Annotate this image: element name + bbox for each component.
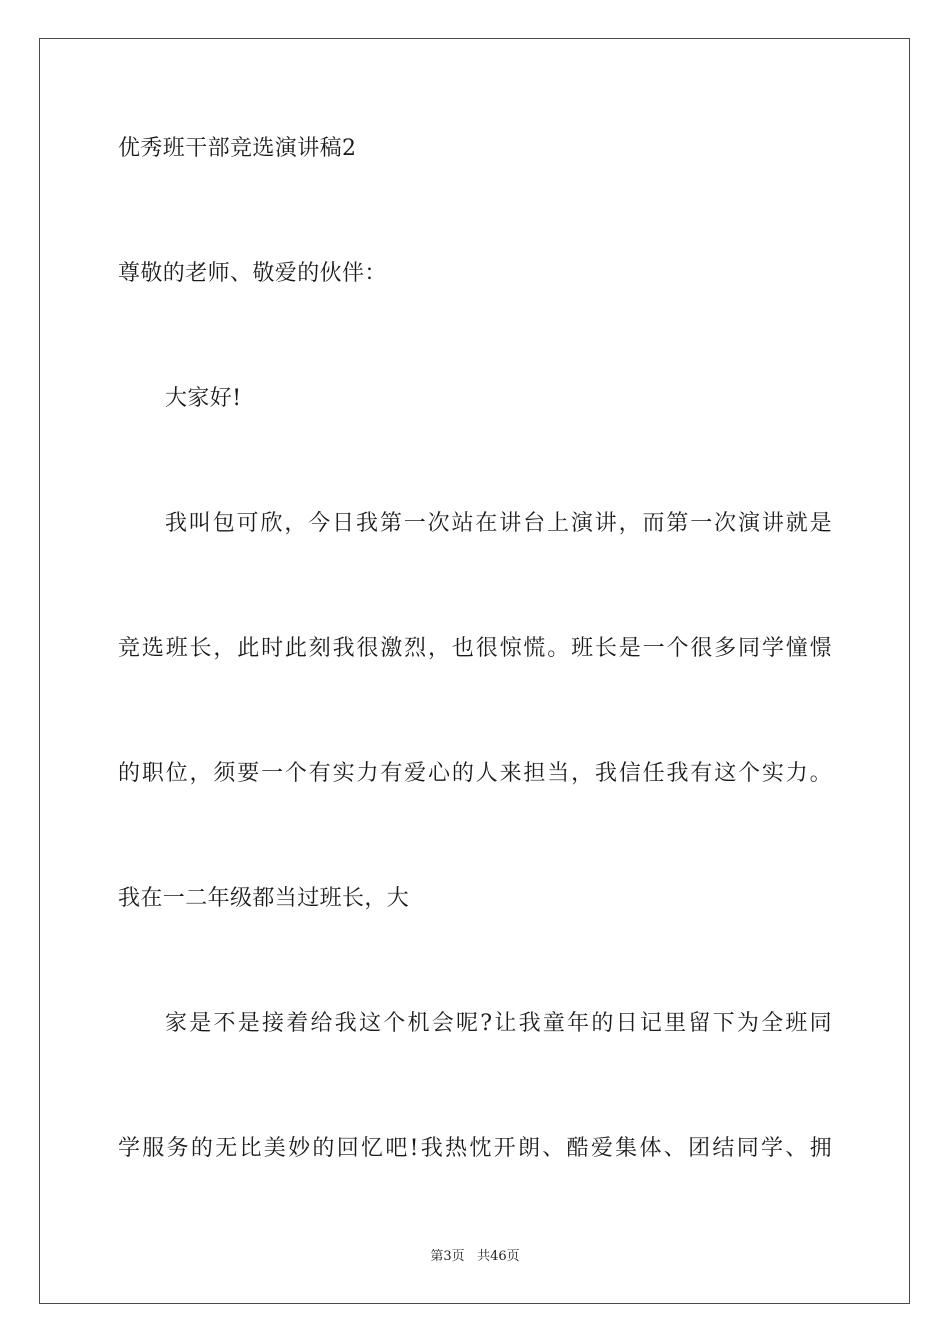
document-title: 优秀班干部竞选演讲稿2: [118, 136, 357, 161]
paragraph-line: 我在一二年级都当过班长，大: [118, 886, 410, 911]
paragraph-line: 我叫包可欣，今日我第一次站在讲台上演讲，而第一次演讲就是: [165, 511, 832, 536]
paragraph-line: 的职位，须要一个有实力有爱心的人来担当，我信任我有这个实力。: [118, 761, 832, 786]
page-footer: [0, 1248, 950, 1266]
paragraph-line: 学服务的无比美妙的回忆吧!我热忱开朗、酷爱集体、团结同学、拥: [118, 1136, 832, 1161]
paragraph-line: 竞选班长，此时此刻我很激烈，也很惊慌。班长是一个很多同学憧憬: [118, 636, 832, 661]
page-total: 共46页: [477, 1249, 520, 1264]
salutation: 尊敬的老师、敬爱的伙伴：: [118, 261, 387, 286]
page-border: [39, 38, 910, 1304]
paragraph-line: 大家好!: [165, 386, 242, 411]
page-number: 第3页: [430, 1249, 465, 1264]
paragraph-line: 家是不是接着给我这个机会呢?让我童年的日记里留下为全班同: [165, 1011, 832, 1036]
